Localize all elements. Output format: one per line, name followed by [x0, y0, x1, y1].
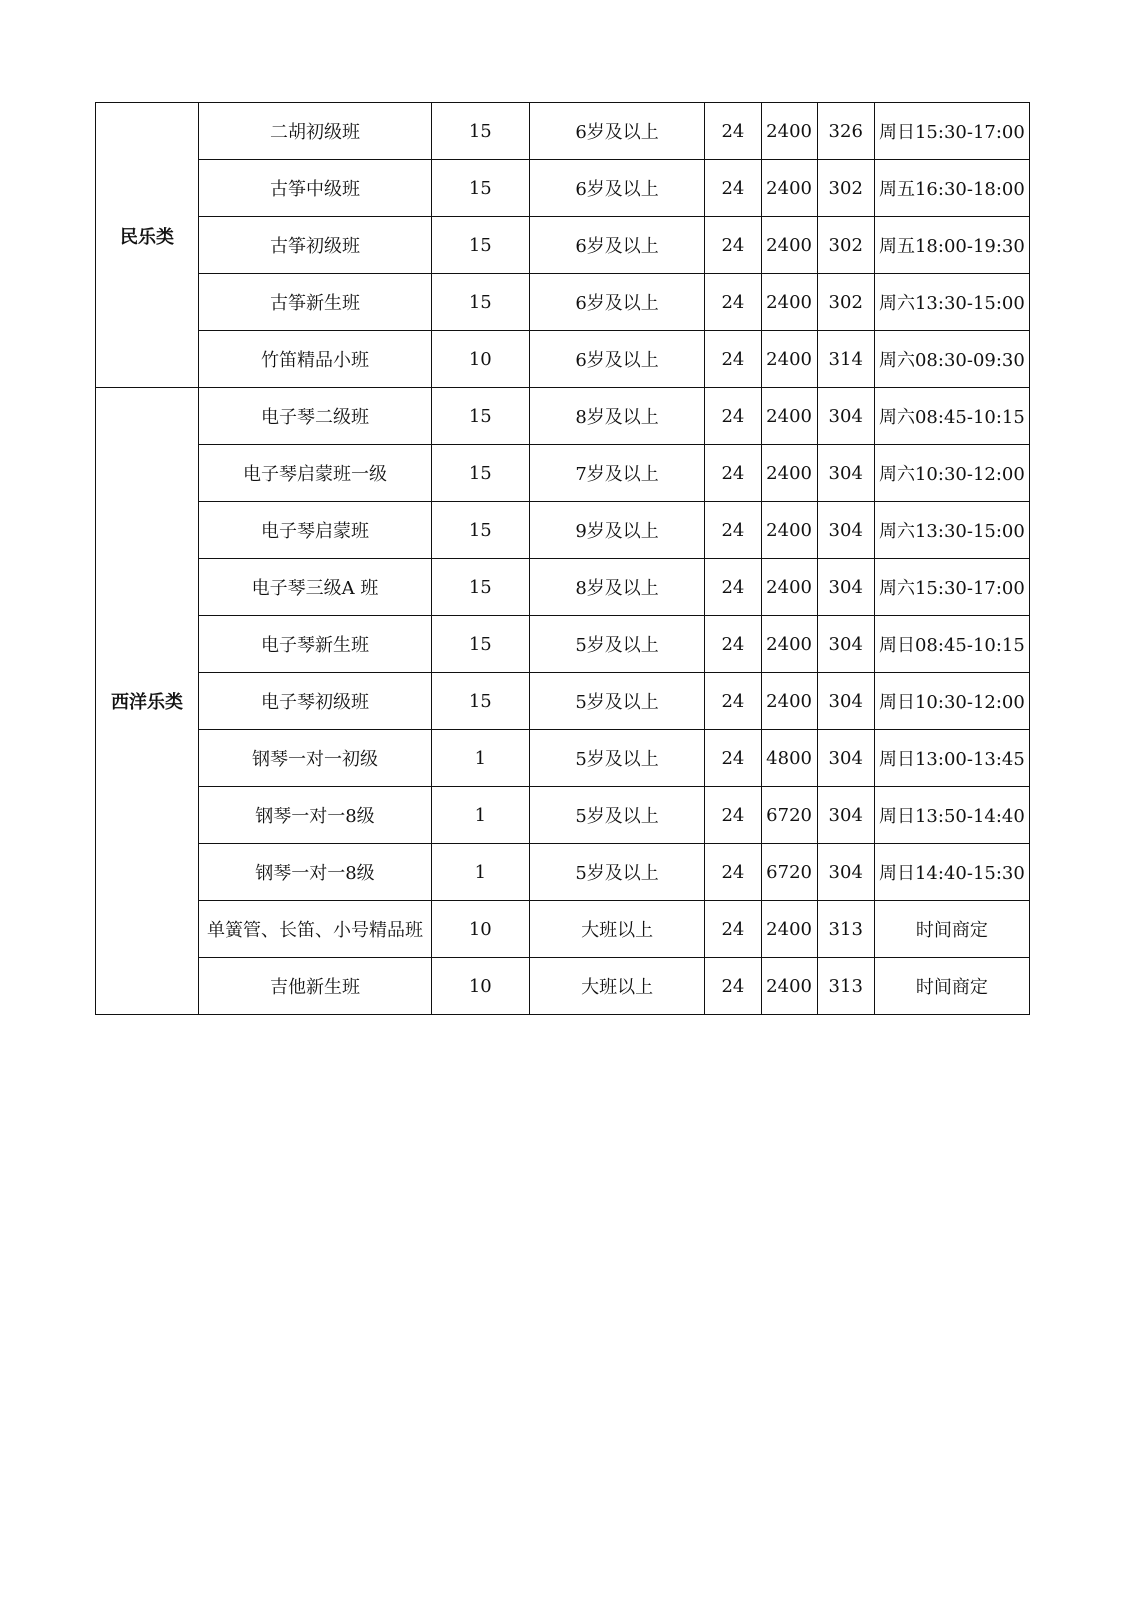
class-size-cell: 15 — [431, 502, 529, 559]
category-label-western: 西洋乐类 — [111, 692, 184, 713]
age-requirement-cell: 5岁及以上 — [529, 844, 705, 901]
age-requirement-cell: 7岁及以上 — [529, 445, 705, 502]
schedule-time-cell: 时间商定 — [874, 958, 1029, 1015]
schedule-time-cell: 周五18:00-19:30 — [874, 217, 1029, 274]
room-cell: 313 — [817, 958, 874, 1015]
table-row — [96, 274, 1030, 331]
room-cell: 304 — [817, 616, 874, 673]
sessions-cell: 24 — [705, 502, 761, 559]
fee-cell: 2400 — [761, 331, 817, 388]
class-size-cell: 15 — [431, 559, 529, 616]
course-name-cell: 电子琴初级班 — [199, 673, 432, 730]
course-name-cell: 古筝初级班 — [199, 217, 432, 274]
class-size-cell: 1 — [431, 730, 529, 787]
class-size-cell: 15 — [431, 616, 529, 673]
room-cell: 314 — [817, 331, 874, 388]
age-requirement-cell: 5岁及以上 — [529, 787, 705, 844]
room-cell: 304 — [817, 730, 874, 787]
fee-cell: 2400 — [761, 502, 817, 559]
sessions-cell: 24 — [705, 160, 761, 217]
fee-cell: 2400 — [761, 103, 817, 160]
course-name-cell: 竹笛精品小班 — [199, 331, 432, 388]
room-cell: 326 — [817, 103, 874, 160]
table-row — [96, 445, 1030, 502]
age-requirement-cell: 6岁及以上 — [529, 160, 705, 217]
fee-cell: 2400 — [761, 616, 817, 673]
room-cell: 302 — [817, 274, 874, 331]
schedule-time-cell: 周日14:40-15:30 — [874, 844, 1029, 901]
table-row — [96, 331, 1030, 388]
sessions-cell: 24 — [705, 673, 761, 730]
course-name-cell: 电子琴启蒙班 — [199, 502, 432, 559]
class-size-cell: 1 — [431, 844, 529, 901]
schedule-time-cell: 周日13:50-14:40 — [874, 787, 1029, 844]
course-name-cell: 电子琴二级班 — [199, 388, 432, 445]
age-requirement-cell: 6岁及以上 — [529, 274, 705, 331]
sessions-cell: 24 — [705, 901, 761, 958]
room-cell: 304 — [817, 388, 874, 445]
class-size-cell: 15 — [431, 445, 529, 502]
class-size-cell: 15 — [431, 673, 529, 730]
room-cell: 302 — [817, 160, 874, 217]
class-size-cell: 15 — [431, 103, 529, 160]
table-row — [96, 103, 1030, 160]
schedule-time-cell: 周六08:30-09:30 — [874, 331, 1029, 388]
age-requirement-cell: 大班以上 — [529, 901, 705, 958]
course-name-cell: 古筝中级班 — [199, 160, 432, 217]
course-name-cell: 电子琴三级A 班 — [199, 559, 432, 616]
sessions-cell: 24 — [705, 559, 761, 616]
room-cell: 304 — [817, 502, 874, 559]
sessions-cell: 24 — [705, 445, 761, 502]
course-schedule-table — [95, 102, 1030, 1015]
sessions-cell: 24 — [705, 730, 761, 787]
sessions-cell: 24 — [705, 217, 761, 274]
age-requirement-cell: 6岁及以上 — [529, 331, 705, 388]
table-row — [96, 844, 1030, 901]
schedule-time-cell: 周六15:30-17:00 — [874, 559, 1029, 616]
age-requirement-cell: 9岁及以上 — [529, 502, 705, 559]
room-cell: 304 — [817, 445, 874, 502]
course-name-cell: 钢琴一对一8级 — [199, 787, 432, 844]
table-row — [96, 217, 1030, 274]
course-name-cell: 二胡初级班 — [199, 103, 432, 160]
room-cell: 304 — [817, 844, 874, 901]
fee-cell: 6720 — [761, 787, 817, 844]
sessions-cell: 24 — [705, 844, 761, 901]
class-size-cell: 15 — [431, 274, 529, 331]
table-row — [96, 958, 1030, 1015]
table-row — [96, 901, 1030, 958]
table-row — [96, 502, 1030, 559]
room-cell: 304 — [817, 559, 874, 616]
class-size-cell: 15 — [431, 217, 529, 274]
schedule-time-cell: 周日13:00-13:45 — [874, 730, 1029, 787]
sessions-cell: 24 — [705, 274, 761, 331]
age-requirement-cell: 8岁及以上 — [529, 559, 705, 616]
fee-cell: 2400 — [761, 445, 817, 502]
class-size-cell: 10 — [431, 901, 529, 958]
room-cell: 313 — [817, 901, 874, 958]
room-cell: 302 — [817, 217, 874, 274]
room-cell: 304 — [817, 787, 874, 844]
schedule-time-cell: 周日08:45-10:15 — [874, 616, 1029, 673]
schedule-time-cell: 周五16:30-18:00 — [874, 160, 1029, 217]
table-row — [96, 388, 1030, 445]
course-name-cell: 钢琴一对一8级 — [199, 844, 432, 901]
age-requirement-cell: 5岁及以上 — [529, 616, 705, 673]
class-size-cell: 10 — [431, 331, 529, 388]
class-size-cell: 1 — [431, 787, 529, 844]
schedule-time-cell: 周六10:30-12:00 — [874, 445, 1029, 502]
fee-cell: 2400 — [761, 673, 817, 730]
age-requirement-cell: 6岁及以上 — [529, 217, 705, 274]
fee-cell: 4800 — [761, 730, 817, 787]
table-body — [96, 103, 1030, 1015]
sessions-cell: 24 — [705, 103, 761, 160]
category-cell-western — [96, 388, 199, 1015]
fee-cell: 2400 — [761, 388, 817, 445]
category-cell-folk — [96, 103, 199, 388]
fee-cell: 2400 — [761, 559, 817, 616]
course-name-cell: 电子琴新生班 — [199, 616, 432, 673]
age-requirement-cell: 大班以上 — [529, 958, 705, 1015]
table-row — [96, 160, 1030, 217]
age-requirement-cell: 6岁及以上 — [529, 103, 705, 160]
class-size-cell: 15 — [431, 160, 529, 217]
class-size-cell: 10 — [431, 958, 529, 1015]
room-cell: 304 — [817, 673, 874, 730]
table-row — [96, 730, 1030, 787]
sessions-cell: 24 — [705, 958, 761, 1015]
table-row — [96, 787, 1030, 844]
fee-cell: 2400 — [761, 217, 817, 274]
sessions-cell: 24 — [705, 388, 761, 445]
course-name-cell: 电子琴启蒙班一级 — [199, 445, 432, 502]
table-row — [96, 559, 1030, 616]
table-row — [96, 616, 1030, 673]
course-name-cell: 古筝新生班 — [199, 274, 432, 331]
fee-cell: 2400 — [761, 160, 817, 217]
schedule-time-cell: 周日10:30-12:00 — [874, 673, 1029, 730]
schedule-time-cell: 周六13:30-15:00 — [874, 274, 1029, 331]
table-row — [96, 673, 1030, 730]
course-name-cell: 吉他新生班 — [199, 958, 432, 1015]
class-size-cell: 15 — [431, 388, 529, 445]
sessions-cell: 24 — [705, 331, 761, 388]
schedule-time-cell: 周日15:30-17:00 — [874, 103, 1029, 160]
category-label-folk: 民乐类 — [120, 227, 175, 248]
fee-cell: 6720 — [761, 844, 817, 901]
fee-cell: 2400 — [761, 958, 817, 1015]
schedule-time-cell: 周六13:30-15:00 — [874, 502, 1029, 559]
sessions-cell: 24 — [705, 787, 761, 844]
course-name-cell: 钢琴一对一初级 — [199, 730, 432, 787]
age-requirement-cell: 5岁及以上 — [529, 730, 705, 787]
schedule-time-cell: 时间商定 — [874, 901, 1029, 958]
fee-cell: 2400 — [761, 901, 817, 958]
age-requirement-cell: 5岁及以上 — [529, 673, 705, 730]
schedule-time-cell: 周六08:45-10:15 — [874, 388, 1029, 445]
fee-cell: 2400 — [761, 274, 817, 331]
course-name-cell: 单簧管、长笛、小号精品班 — [199, 901, 432, 958]
age-requirement-cell: 8岁及以上 — [529, 388, 705, 445]
sessions-cell: 24 — [705, 616, 761, 673]
